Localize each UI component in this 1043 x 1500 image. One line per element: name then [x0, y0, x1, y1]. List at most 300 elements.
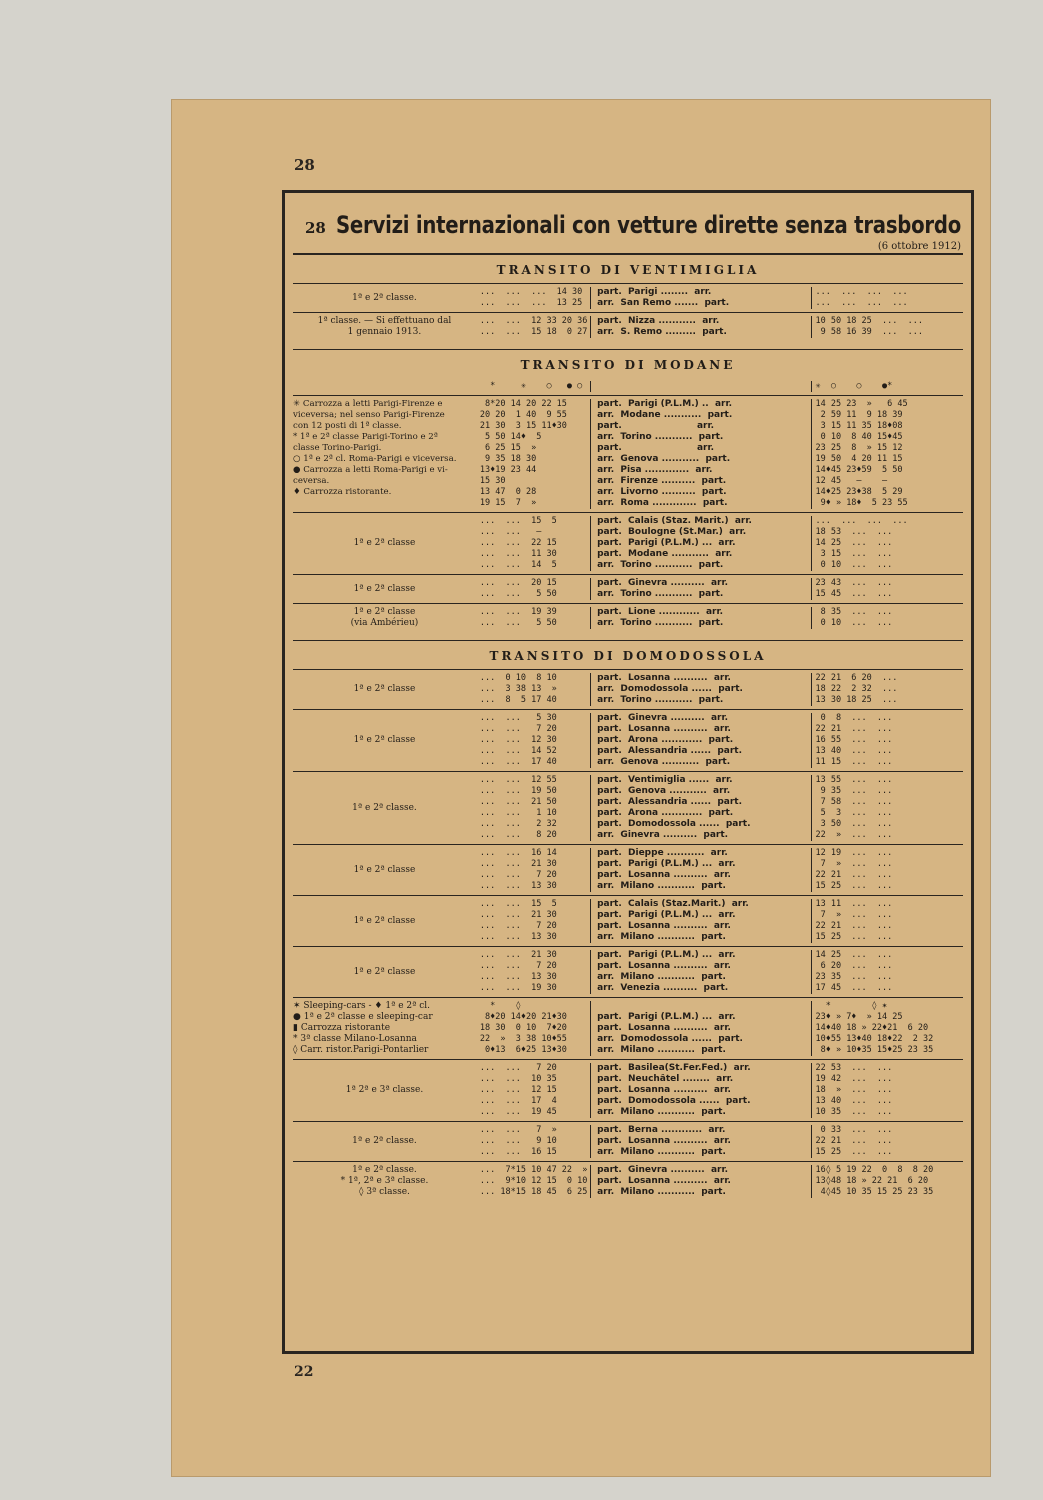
stations-column	[591, 1001, 811, 1056]
service-block	[293, 669, 963, 709]
timetable-line: arr. Torino ........... part.	[597, 618, 724, 628]
timetable-line: ... ... 7 »	[479, 1125, 557, 1135]
timetable-line: part. Parigi ........ arr.	[597, 287, 712, 297]
timetable-line: 9 35 18 30	[479, 454, 537, 464]
timetable-line: 23 25 8 » 15 12	[815, 443, 903, 453]
timetable-line: ... 3 38 13 »	[479, 684, 557, 694]
timetable-line: ... ... 19 45	[479, 1107, 557, 1117]
timetable-line: 14 25 ... ...	[815, 538, 893, 548]
sections-container	[293, 253, 963, 1201]
service-block	[293, 574, 963, 603]
timetable-line: 22 » 3 38 10♦55	[479, 1034, 567, 1044]
timetable-line: ... ... 15 5	[479, 899, 557, 909]
timetable-line: 5 50 14♦ 5	[479, 432, 542, 442]
times-left-column	[480, 287, 591, 309]
timetable-line: arr. Milano ........... part.	[597, 881, 726, 891]
timetable-line: ... ... 10 35	[479, 1074, 557, 1084]
timetable-line: part. Losanna .......... arr.	[597, 1176, 731, 1186]
timetable-line: 8*20 14 20 22 15	[479, 399, 567, 409]
service-class-label	[293, 1063, 480, 1118]
timetable-line: part. Parigi (P.L.M.) .. arr.	[597, 399, 733, 409]
timetable-line: ... ... 5 50	[479, 618, 557, 628]
timetable-line: 6 25 15 »	[479, 443, 537, 453]
stations-column	[591, 1063, 811, 1118]
timetable-line: arr. Ginevra .......... part.	[597, 830, 729, 840]
timetable-frame	[282, 190, 974, 1354]
stations-column	[591, 673, 811, 706]
service-block	[293, 844, 963, 895]
times-right-column	[811, 607, 963, 629]
timetable-line: ... ... 20 15	[479, 578, 557, 588]
timetable-line: 23 43 ... ...	[815, 578, 893, 588]
timetable-line: ... ... 22 15	[479, 538, 557, 548]
service-class-label	[293, 316, 480, 338]
service-block	[293, 283, 963, 312]
page-title: Servizi internazionali con vetture dirette senza trasbordo	[335, 211, 961, 239]
timetable-line: ... ... 19 50	[479, 786, 557, 796]
timetable-line: 14♦25 23♦38 5 29	[815, 487, 903, 497]
service-block	[293, 771, 963, 844]
title-date: (6 ottobre 1912)	[877, 241, 961, 252]
legend-line: con 12 posti di 1ª classe.	[293, 421, 402, 431]
timetable-line: ... ... ... ...	[815, 298, 908, 308]
stations-column	[591, 516, 811, 571]
timetable-line: 19 42 ... ...	[815, 1074, 893, 1084]
service-class-text: 1ª 2ª e 3ª classe.	[345, 1085, 424, 1095]
timetable-line: ... ... 16 15	[479, 1147, 557, 1157]
service-class-label	[293, 775, 480, 841]
timetable-line: ... ... 7 20	[479, 961, 557, 971]
timetable-line: part. Domodossola ...... part.	[597, 1096, 751, 1106]
timetable-line: part. Basilea(St.Fer.Fed.) arr.	[597, 1063, 751, 1073]
stations-column	[591, 399, 811, 509]
timetable-line: ... ... 21 30	[479, 910, 557, 920]
service-class-text: 1ª e 2ª classe.	[352, 1136, 417, 1146]
service-class-label	[293, 899, 480, 943]
timetable-line: part. Losanna .......... arr.	[597, 921, 731, 931]
timetable-line: 8♦20 14♦20 21♦30	[479, 1012, 567, 1022]
timetable-line: arr. Pisa ............. arr.	[597, 465, 713, 475]
timetable-line: part. Calais (Staz. Marit.) arr.	[597, 516, 752, 526]
timetable-line: 15 45 ... ...	[815, 589, 893, 599]
timetable-line: 14 25 23 » 6 45	[815, 399, 908, 409]
timetable-line: part. Ginevra .......... arr.	[597, 1165, 729, 1175]
service-block	[293, 312, 963, 341]
timetable-line: 22 53 ... ...	[815, 1063, 893, 1073]
timetable-line: arr. Milano ........... part.	[597, 1045, 726, 1055]
timetable-line: 13◊48 18 » 22 21 6 20	[815, 1176, 929, 1186]
times-right-column	[811, 950, 963, 994]
service-class-text: 1ª e 2ª classe	[353, 735, 416, 745]
timetable-line: part. arr.	[597, 421, 715, 431]
timetable-line: 20 20 1 40 9 55	[479, 410, 567, 420]
stations-column	[591, 950, 811, 994]
service-class-text: ✶ Sleeping-cars - ♦ 1ª e 2ª cl. ● 1ª e 2ª classe e sleeping-car ▮ Carrozza ristorante * 3ª classe Milano-Losanna ◊ Carr. ristor.Parigi-Pontarlier	[293, 1001, 433, 1055]
timetable-line: part. Modane ........... arr.	[597, 549, 733, 559]
page-number-top: 28	[294, 156, 315, 174]
times-left-column	[480, 1001, 591, 1056]
timetable-line: ... ... 2 32	[479, 819, 557, 829]
timetable-line: 13 40 ... ...	[815, 746, 893, 756]
timetable-line: 14♦45 23♦59 5 50	[815, 465, 903, 475]
timetable-line: 15 25 ... ...	[815, 932, 893, 942]
service-class-label	[293, 1165, 480, 1198]
timetable-line: arr. Torino ........... part.	[597, 589, 724, 599]
timetable-line: ... ... 5 30	[479, 713, 557, 723]
stations-column	[591, 713, 811, 768]
timetable-line: arr. Torino ........... part.	[597, 695, 724, 705]
timetable-line: 0 10 ... ...	[815, 618, 893, 628]
timetable-line: 7 » ... ...	[815, 910, 893, 920]
timetable-line: 18 30 0 10 7♦20	[479, 1023, 567, 1033]
timetable-line: 10 35 ... ...	[815, 1107, 893, 1117]
timetable-line: ... 9*10 12 15 0 10	[479, 1176, 588, 1186]
timetable-line: ... ... ... 14 30	[479, 287, 583, 297]
timetable-line: ... ... 17 4	[479, 1096, 557, 1106]
stations-column	[591, 899, 811, 943]
timetable-line: arr. Roma ............. part.	[597, 498, 728, 508]
timetable-line: 0 8 ... ...	[815, 713, 893, 723]
times-left-column	[480, 607, 591, 629]
times-left-column	[480, 516, 591, 571]
times-left-column	[480, 316, 591, 338]
times-left-column	[480, 950, 591, 994]
timetable-line: ... ... 8 20	[479, 830, 557, 840]
timetable-line: 22 21 6 20 ...	[815, 673, 898, 683]
timetable-line: part. Berna ............ arr.	[597, 1125, 726, 1135]
legend-notes	[293, 399, 480, 509]
timetable-line: part. Parigi (P.L.M.) ... arr.	[597, 950, 736, 960]
section-title: TRANSITO DI MODANE	[293, 349, 963, 372]
timetable-line: ... ... 5 50	[479, 589, 557, 599]
timetable-line: arr. Venezia .......... part.	[597, 983, 729, 993]
timetable-line: part. Genova ........... arr.	[597, 786, 731, 796]
timetable-line: arr. Milano ........... part.	[597, 1147, 726, 1157]
service-class-label	[293, 516, 480, 571]
timetable-line: arr. Domodossola ...... part.	[597, 1034, 743, 1044]
legend-line: viceversa; nel senso Parigi-Firenze	[293, 410, 445, 420]
service-class-text: 1ª e 2ª classe	[353, 538, 416, 548]
times-left-column	[480, 1125, 591, 1158]
service-block	[293, 395, 963, 512]
timetable-line: 18 53 ... ...	[815, 527, 893, 537]
timetable-line: part. Parigi (P.L.M.) ... arr.	[597, 538, 736, 548]
legend-line: ceversa.	[293, 476, 330, 486]
timetable-line: arr. Torino ........... part.	[597, 560, 724, 570]
timetable-line: 13♦19 23 44	[479, 465, 537, 475]
timetable-line: 17 45 ... ...	[815, 983, 893, 993]
timetable-line: arr. Torino ........... part.	[597, 432, 724, 442]
times-right-column	[811, 578, 963, 600]
stations-column	[591, 287, 811, 309]
timetable-line: 5 3 ... ...	[815, 808, 893, 818]
timetable-line: 15 30	[479, 476, 506, 486]
timetable-line: ... ... 14 52	[479, 746, 557, 756]
timetable-line: part. Ginevra .......... arr.	[597, 713, 729, 723]
timetable-line: 9 35 ... ...	[815, 786, 893, 796]
service-class-text: 1ª e 2ª classe.	[352, 292, 417, 303]
stations-column	[591, 1125, 811, 1158]
timetable-line: 8♦ » 10♦35 15♦25 23 35	[815, 1045, 934, 1055]
timetable-line: ... ... 17 40	[479, 757, 557, 767]
timetable-line: 2 59 11 9 18 39	[815, 410, 903, 420]
timetable-line: 3 15 11 35 18♦08	[815, 421, 903, 431]
timetable-line: 14 25 ... ...	[815, 950, 893, 960]
timetable-line: 21 30 3 15 11♦30	[479, 421, 567, 431]
timetable-line: 23 35 ... ...	[815, 972, 893, 982]
timetable-line: part. Calais (Staz.Marit.) arr.	[597, 899, 749, 909]
timetable-line: * ◊	[479, 1001, 521, 1011]
times-right-column	[811, 316, 963, 338]
legend-line: * 1ª e 2ª classe Parigi-Torino e 2ª	[293, 432, 438, 442]
timetable-line: ... ... 21 30	[479, 950, 557, 960]
timetable-line: * ◊ ✶	[815, 1001, 888, 1011]
timetable-line: ... ... 7 20	[479, 724, 557, 734]
timetable-line: part. Arona ............ part.	[597, 735, 734, 745]
timetable-line: 7 » ... ...	[815, 859, 893, 869]
timetable-line: arr. Genova ........... part.	[597, 454, 731, 464]
service-block	[293, 512, 963, 574]
times-right-column	[811, 516, 963, 571]
timetable-line: part. Nizza ........... arr.	[597, 316, 720, 326]
times-right-column	[811, 1165, 963, 1198]
timetable-line: ... ... 12 15	[479, 1085, 557, 1095]
timetable-line: 9 58 16 39 ... ...	[815, 327, 923, 337]
times-left-column	[480, 713, 591, 768]
service-class-label	[293, 713, 480, 768]
timetable-line: part. Alessandria ...... part.	[597, 797, 742, 807]
service-block	[293, 895, 963, 946]
timetable-line: 3 50 ... ...	[815, 819, 893, 829]
timetable-line: ... ... 7 20	[479, 1063, 557, 1073]
times-right-column	[811, 1001, 963, 1056]
service-class-label	[293, 673, 480, 706]
timetable-line: part. Dieppe ........... arr.	[597, 848, 728, 858]
timetable-line: ... ... ... ...	[815, 516, 908, 526]
timetable-line: ... ... 1 10	[479, 808, 557, 818]
timetable-line: 4◊45 10 35 15 25 23 35	[815, 1187, 934, 1197]
header-spacer	[293, 381, 480, 392]
service-class-text: 1ª classe. — Si effettuano dal 1 gennaio 1913.	[317, 316, 452, 337]
service-class-label	[293, 578, 480, 600]
timetable-line: 22 21 ... ...	[815, 724, 893, 734]
table-number: 28	[305, 219, 326, 237]
service-block	[293, 603, 963, 632]
timetable-line: ... ... ... 13 25	[479, 298, 583, 308]
timetable-line: ... ... 7 20	[479, 921, 557, 931]
timetable-line: ... ... 12 55	[479, 775, 557, 785]
times-right-column	[811, 673, 963, 706]
timetable-line: part. Ginevra .......... arr.	[597, 578, 729, 588]
timetable-line: 3 15 ... ...	[815, 549, 893, 559]
service-block	[293, 997, 963, 1059]
timetable-line: 12 19 ... ...	[815, 848, 893, 858]
timetable-line: 13 55 ... ...	[815, 775, 893, 785]
service-block	[293, 946, 963, 997]
service-class-text: 1ª e 2ª classe.	[352, 802, 417, 813]
timetable-line: 19 50 4 20 11 15	[815, 454, 903, 464]
page-number-bottom: 22	[294, 1364, 314, 1380]
stations-column	[591, 578, 811, 600]
service-class-label	[293, 1125, 480, 1158]
timetable-line: arr. Firenze .......... part.	[597, 476, 727, 486]
timetable-line: arr. Milano ........... part.	[597, 972, 726, 982]
timetable-line: 22 21 ... ...	[815, 921, 893, 931]
timetable-line: ... ... 15 5	[479, 516, 557, 526]
timetable-line: 13 30 18 25 ...	[815, 695, 898, 705]
timetable-line: ... 7*15 10 47 22 »	[479, 1165, 588, 1175]
timetable-line: 10♦55 13♦40 18♦22 2 32	[815, 1034, 934, 1044]
service-block	[293, 709, 963, 771]
timetable-line: ... ... ... ...	[815, 287, 908, 297]
service-class-label	[293, 950, 480, 994]
timetable-line: ... ... 11 30	[479, 549, 557, 559]
timetable-line: part. Boulogne (St.Mar.) arr.	[597, 527, 747, 537]
timetable-line: arr. S. Remo ......... part.	[597, 327, 727, 337]
timetable-line: ... ... 12 33 20 36	[479, 316, 588, 326]
service-class-text: 1ª e 2ª classe	[353, 684, 416, 694]
legend-line: ✳ Carrozza a letti Parigi-Firenze e	[293, 399, 443, 409]
timetable-line: arr. Genova ........... part.	[597, 757, 731, 767]
timetable-line: part. Losanna .......... arr.	[597, 1023, 731, 1033]
timetable-line: 13 47 0 28	[479, 487, 537, 497]
timetable-line: ... ... 21 50	[479, 797, 557, 807]
legend-line: ● Carrozza a letti Roma-Parigi e vi-	[293, 465, 448, 475]
timetable-line: arr. San Remo ....... part.	[597, 298, 730, 308]
service-class-label	[293, 607, 480, 629]
title-row	[305, 211, 963, 239]
timetable-line: 10 50 18 25 ... ...	[815, 316, 923, 326]
times-right-column	[811, 775, 963, 841]
timetable-line: ... ... —	[479, 527, 542, 537]
service-class-text: 1ª e 2ª classe	[353, 583, 416, 594]
timetable-line: 0 33 ... ...	[815, 1125, 893, 1135]
timetable-line: arr. Modane ........... part.	[597, 410, 733, 420]
timetable-line: part. Ventimiglia ...... arr.	[597, 775, 733, 785]
timetable-line: ... ... 13 30	[479, 972, 557, 982]
timetable-line: part. Losanna .......... arr.	[597, 673, 731, 683]
section-title: TRANSITO DI VENTIMIGLIA	[293, 253, 963, 277]
times-left-column	[480, 1063, 591, 1118]
timetable-line: 13 11 ... ...	[815, 899, 893, 909]
times-right-column	[811, 1125, 963, 1158]
timetable-line: 12 45 — —	[815, 476, 888, 486]
timetable-line: part. Parigi (P.L.M.) ... arr.	[597, 1012, 736, 1022]
service-class-label	[293, 1001, 480, 1056]
stations-column	[591, 607, 811, 629]
timetable-line: ... ... 13 30	[479, 932, 557, 942]
timetable-line: 0 10 ... ...	[815, 560, 893, 570]
stations-column	[591, 775, 811, 841]
timetable-line: part. Neuchâtel ........ arr.	[597, 1074, 734, 1084]
timetable-line: ... ... 13 30	[479, 881, 557, 891]
timetable-line: 16◊ 5 19 22 0 8 8 20	[815, 1165, 934, 1175]
timetable-line: part. arr.	[597, 443, 715, 453]
stations-column	[591, 848, 811, 892]
service-class-label	[293, 848, 480, 892]
timetable-line: ... ... 21 30	[479, 859, 557, 869]
stations-column	[591, 1165, 811, 1198]
times-left-column	[480, 1165, 591, 1198]
service-class-text: 1ª e 2ª classe	[353, 966, 416, 977]
timetable-line: arr. Livorno .......... part.	[597, 487, 727, 497]
timetable-line: arr. Milano ........... part.	[597, 932, 726, 942]
times-left-column	[480, 578, 591, 600]
timetable-line: 18 » ... ...	[815, 1085, 893, 1095]
timetable-line: 15 25 ... ...	[815, 1147, 893, 1157]
timetable-line: part. Parigi (P.L.M.) ... arr.	[597, 859, 736, 869]
timetable-line: part. Parigi (P.L.M.) ... arr.	[597, 910, 736, 920]
timetable-line: ... 0 10 8 10	[479, 673, 557, 683]
times-left-column	[480, 848, 591, 892]
service-block	[293, 1121, 963, 1161]
timetable-line: 23♦ » 7♦ » 14 25	[815, 1012, 903, 1022]
timetable-line: arr. Milano ........... part.	[597, 1107, 726, 1117]
timetable-line: 13 40 ... ...	[815, 1096, 893, 1106]
legend-line: classe Torino-Parigi.	[293, 443, 382, 453]
timetable-line: 11 15 ... ...	[815, 757, 893, 767]
times-right-column	[811, 713, 963, 768]
timetable-line: part. Domodossola ...... part.	[597, 819, 751, 829]
section-symbol-header	[293, 378, 963, 395]
timetable-line: part. Losanna .......... arr.	[597, 870, 731, 880]
times-left-column	[480, 399, 591, 509]
service-block	[293, 1059, 963, 1121]
service-class-label	[293, 287, 480, 309]
times-right-column	[811, 287, 963, 309]
timetable-line: ... 8 5 17 40	[479, 695, 557, 705]
timetable-line: 22 21 ... ...	[815, 1136, 893, 1146]
timetable-line: ... ... 15 18 0 27	[479, 327, 588, 337]
legend-line: ♦ Carrozza ristorante.	[293, 487, 392, 497]
timetable-line: ... ... 7 20	[479, 870, 557, 880]
times-left-column	[480, 899, 591, 943]
timetable-line: 22 21 ... ...	[815, 870, 893, 880]
timetable-line: ... ... 19 39	[479, 607, 557, 617]
timetable-line: ... 18*15 18 45 6 25	[479, 1187, 588, 1197]
times-right-column	[811, 1063, 963, 1118]
times-right-column	[811, 848, 963, 892]
times-right-column	[811, 899, 963, 943]
timetable-line: ... ... 9 10	[479, 1136, 557, 1146]
timetable-line: part. Alessandria ...... part.	[597, 746, 742, 756]
timetable-line: 8 35 ... ...	[815, 607, 893, 617]
timetable-line: 15 25 ... ...	[815, 881, 893, 891]
timetable-line: ... ... 12 30	[479, 735, 557, 745]
timetable-line: ... ... 16 14	[479, 848, 557, 858]
header-right-symbols: ✳ ○ ○ ●*	[811, 381, 963, 392]
timetable-line: ... ... 19 30	[479, 983, 557, 993]
timetable-line: part. Lione ............ arr.	[597, 607, 724, 617]
timetable-line: 16 55 ... ...	[815, 735, 893, 745]
timetable-line: part. Losanna .......... arr.	[597, 724, 731, 734]
header-left-symbols: * ✳ ○ ● ○	[480, 381, 591, 392]
timetable-line: 0 10 8 40 15♦45	[815, 432, 903, 442]
legend-line: ○ 1ª e 2ª cl. Roma-Parigi e viceversa.	[293, 454, 457, 464]
service-class-text: 1ª e 2ª classe	[353, 864, 416, 875]
timetable-line: ... ... 14 5	[479, 560, 557, 570]
timetable-line: 22 » ... ...	[815, 830, 893, 840]
timetable-line: 6 20 ... ...	[815, 961, 893, 971]
timetable-line	[597, 1001, 811, 1012]
timetable-line: 19 15 7 »	[479, 498, 537, 508]
service-class-text: 1ª e 2ª classe. * 1ª, 2ª e 3ª classe. ◊ 3ª classe.	[340, 1165, 429, 1197]
service-class-text: 1ª e 2ª classe (via Ambérieu)	[350, 607, 419, 628]
timetable-line: part. Arona ............ part.	[597, 808, 734, 818]
times-left-column	[480, 673, 591, 706]
times-left-column	[480, 775, 591, 841]
timetable-line: 14♦40 18 » 22♦21 6 20	[815, 1023, 929, 1033]
